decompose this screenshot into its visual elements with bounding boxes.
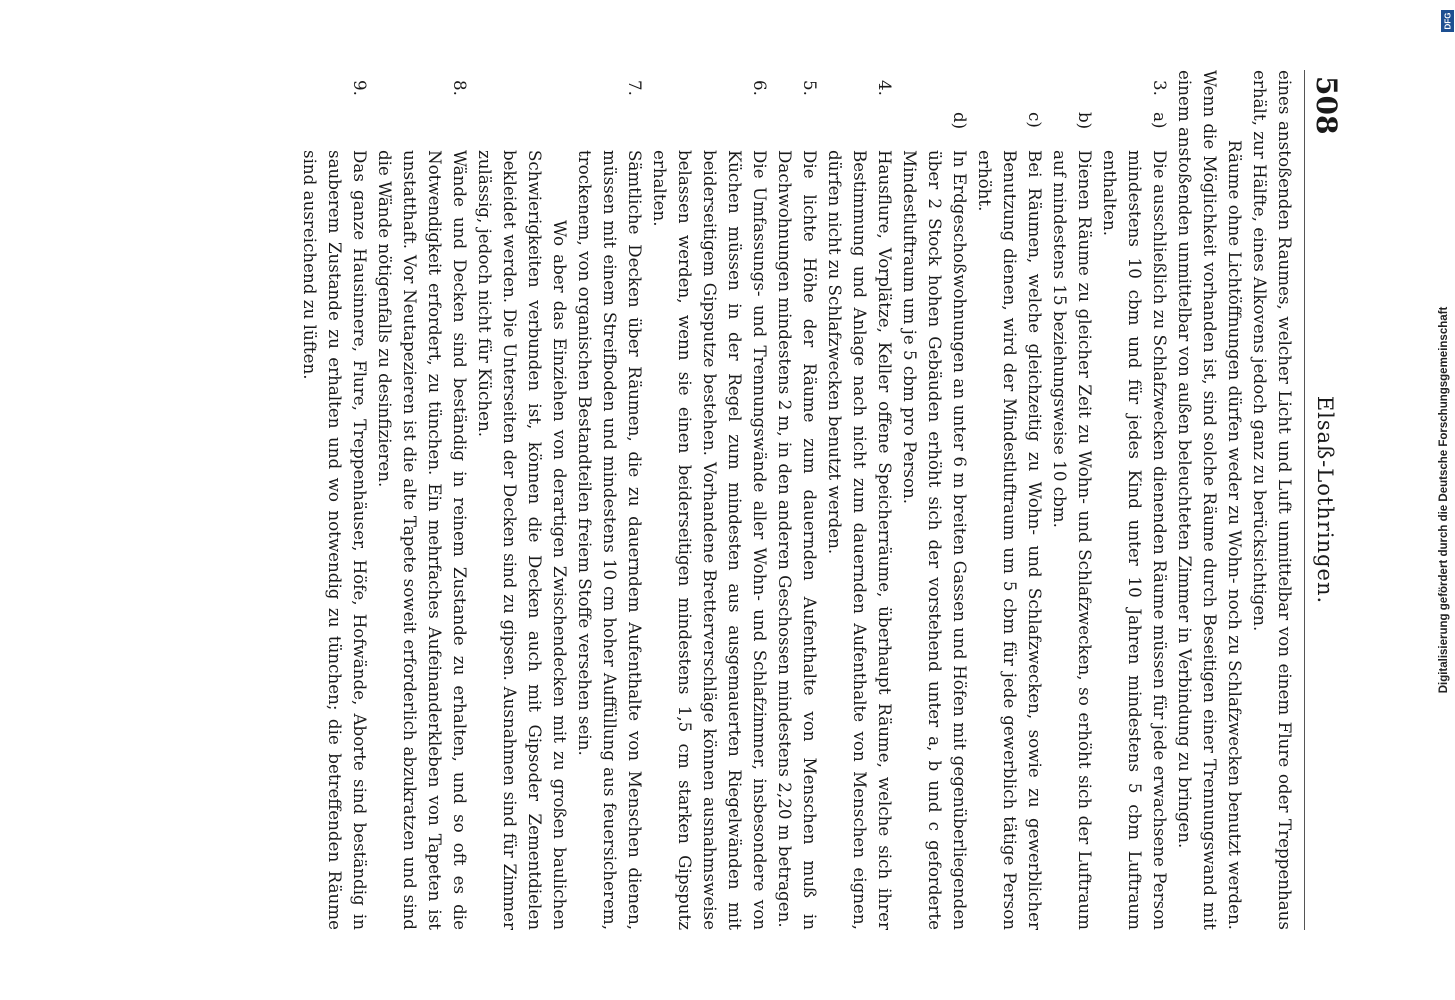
list-item-6: 6. Die Umfassungs- und Trennungswände aller Wohn- und Schlafzimmer, insbesondere von Küchen müssen in der Regel zum mindesten aus ausgemauerten Riegelwänden mit beiderseitigem Gipsputze bestehen. Vorhandene Bretterverschläge können ausnahmsweise belassen werden, wenn sie einen beiderseitigen mindestens 1,5 cm starken Gipsputz erhalten.: [650, 80, 770, 930]
page-number: 508: [1310, 76, 1343, 135]
credit-text: Digitalisierung gefördert durch die Deutsche Forschungsgemeinschaft: [1438, 306, 1450, 694]
dfg-logo-icon: DFG: [1441, 10, 1454, 32]
running-head: Elsaß-Lothringen.: [1313, 395, 1337, 605]
list-item-7: 7. Sämtliche Decken über Räumen, die zu dauerndem Aufenthalte von Menschen dienen, müssen mit einem Streifboden und mindestens 10 cm hoher Auffüllung aus feuersicherem, trockenem, von organischen Bestandteilen freiem Stoffe versehen sein.: [575, 80, 645, 930]
digitization-credit: [1432, 10, 1455, 990]
paragraph: eines anstoßenden Raumes, welcher Licht und Luft unmittelbar von einem Flure oder Treppenhaus erhält, zur Hälfte, eines Alkovens jedoch ganz zu berücksichtigen.: [1250, 70, 1295, 930]
paragraph: Räume ohne Lichtöffnungen dürfen weder zu Wohn- noch zu Schlafzwecken benutzt werden. Wenn die Möglichkeit vorhanden ist, sind solche Räume durch Beseitigen einer Trennungswand mit einem anstoßenden unmittelbar von außen beleuchteten Zimmer in Verbindung zu bringen.: [1175, 70, 1245, 930]
page-body: [112, 70, 1297, 930]
page-header: [1307, 70, 1347, 930]
list-item-5: 5. Die lichte Höhe der Räume zum dauernden Aufenthalte von Menschen muß in Dachwohnungen mindestens 2 m, in den anderen Geschossen mindestens 2,20 m betragen.: [775, 80, 820, 930]
list-item-3d: d) In Erdgeschoßwohnungen an unter 6 m breiten Gassen und Höfen mit gegenüberliegenden über 2 Stock hohen Gebäuden erhöht sich der vorstehend unter a, b und c geforderte Mindestluftraum um je 5 cbm pro Person.: [900, 112, 970, 930]
list-item-3a: 3. a) Die ausschließlich zu Schlafzwecken dienenden Räume müssen für jede erwachsene Person mindestens 10 cbm und für jedes Kind unter 10 Jahren mindestens 5 cbm Luftraum enthalten.: [1100, 80, 1170, 930]
list-item-9: 9. Das ganze Hausinnere, Flure, Treppenhäuser, Höfe, Hofwände, Aborte sind beständig in sauberem Zustande zu erhalten und wo notwendig zu tünchen; die betreffenden Räume sind ausreichend zu lüften.: [300, 80, 370, 930]
rotated-page: [107, 70, 1347, 930]
list-item-4: 4. Hausflure, Vorplätze, Keller offene Speicherräume, überhaupt Räume, welche sich ihrer Bestimmung und Anlage nach nicht zum dauernden Aufenthalte von Menschen eignen, dürfen nicht zu Schlafzwecken benutzt werden.: [825, 80, 895, 930]
list-item-3c: c) Bei Räumen, welche gleichzeitig zu Wohn- und Schlafzwecken, sowie zu gewerblicher Benutzung dienen, wird der Mindestluftraum um 5 cbm für jede gewerblich tätige Person erhöht.: [975, 112, 1045, 930]
header-rule: [1304, 70, 1305, 930]
list-item-8: 8. Wände und Decken sind beständig in reinem Zustande zu erhalten, und so oft es die Notwendigkeit erfordert, zu tünchen. Ein mehrfaches Aufeinanderkleben von Tapeten ist unstatthaft. Vor Neutapezieren ist die alte Tapete soweit erforderlich abzukratzen und sind die Wände nötigenfalls zu desinfizieren.: [375, 80, 470, 930]
list-item-3b: b) Dienen Räume zu gleicher Zeit zu Wohn- und Schlafzwecken, so erhöht sich der Luftraum auf mindestens 15 beziehungsweise 10 cbm.: [1050, 112, 1095, 930]
paragraph: Wo aber das Einziehen von derartigen Zwischendecken mit zu großen baulichen Schwierigkeiten verbunden ist, können die Decken auch mit Gipsoder Zementdielen bekleidet werden. Die Unterseiten der Decken sind zu gipsen. Ausnahmen sind für Zimmer zulässig, jedoch nicht für Küchen.: [475, 150, 570, 930]
